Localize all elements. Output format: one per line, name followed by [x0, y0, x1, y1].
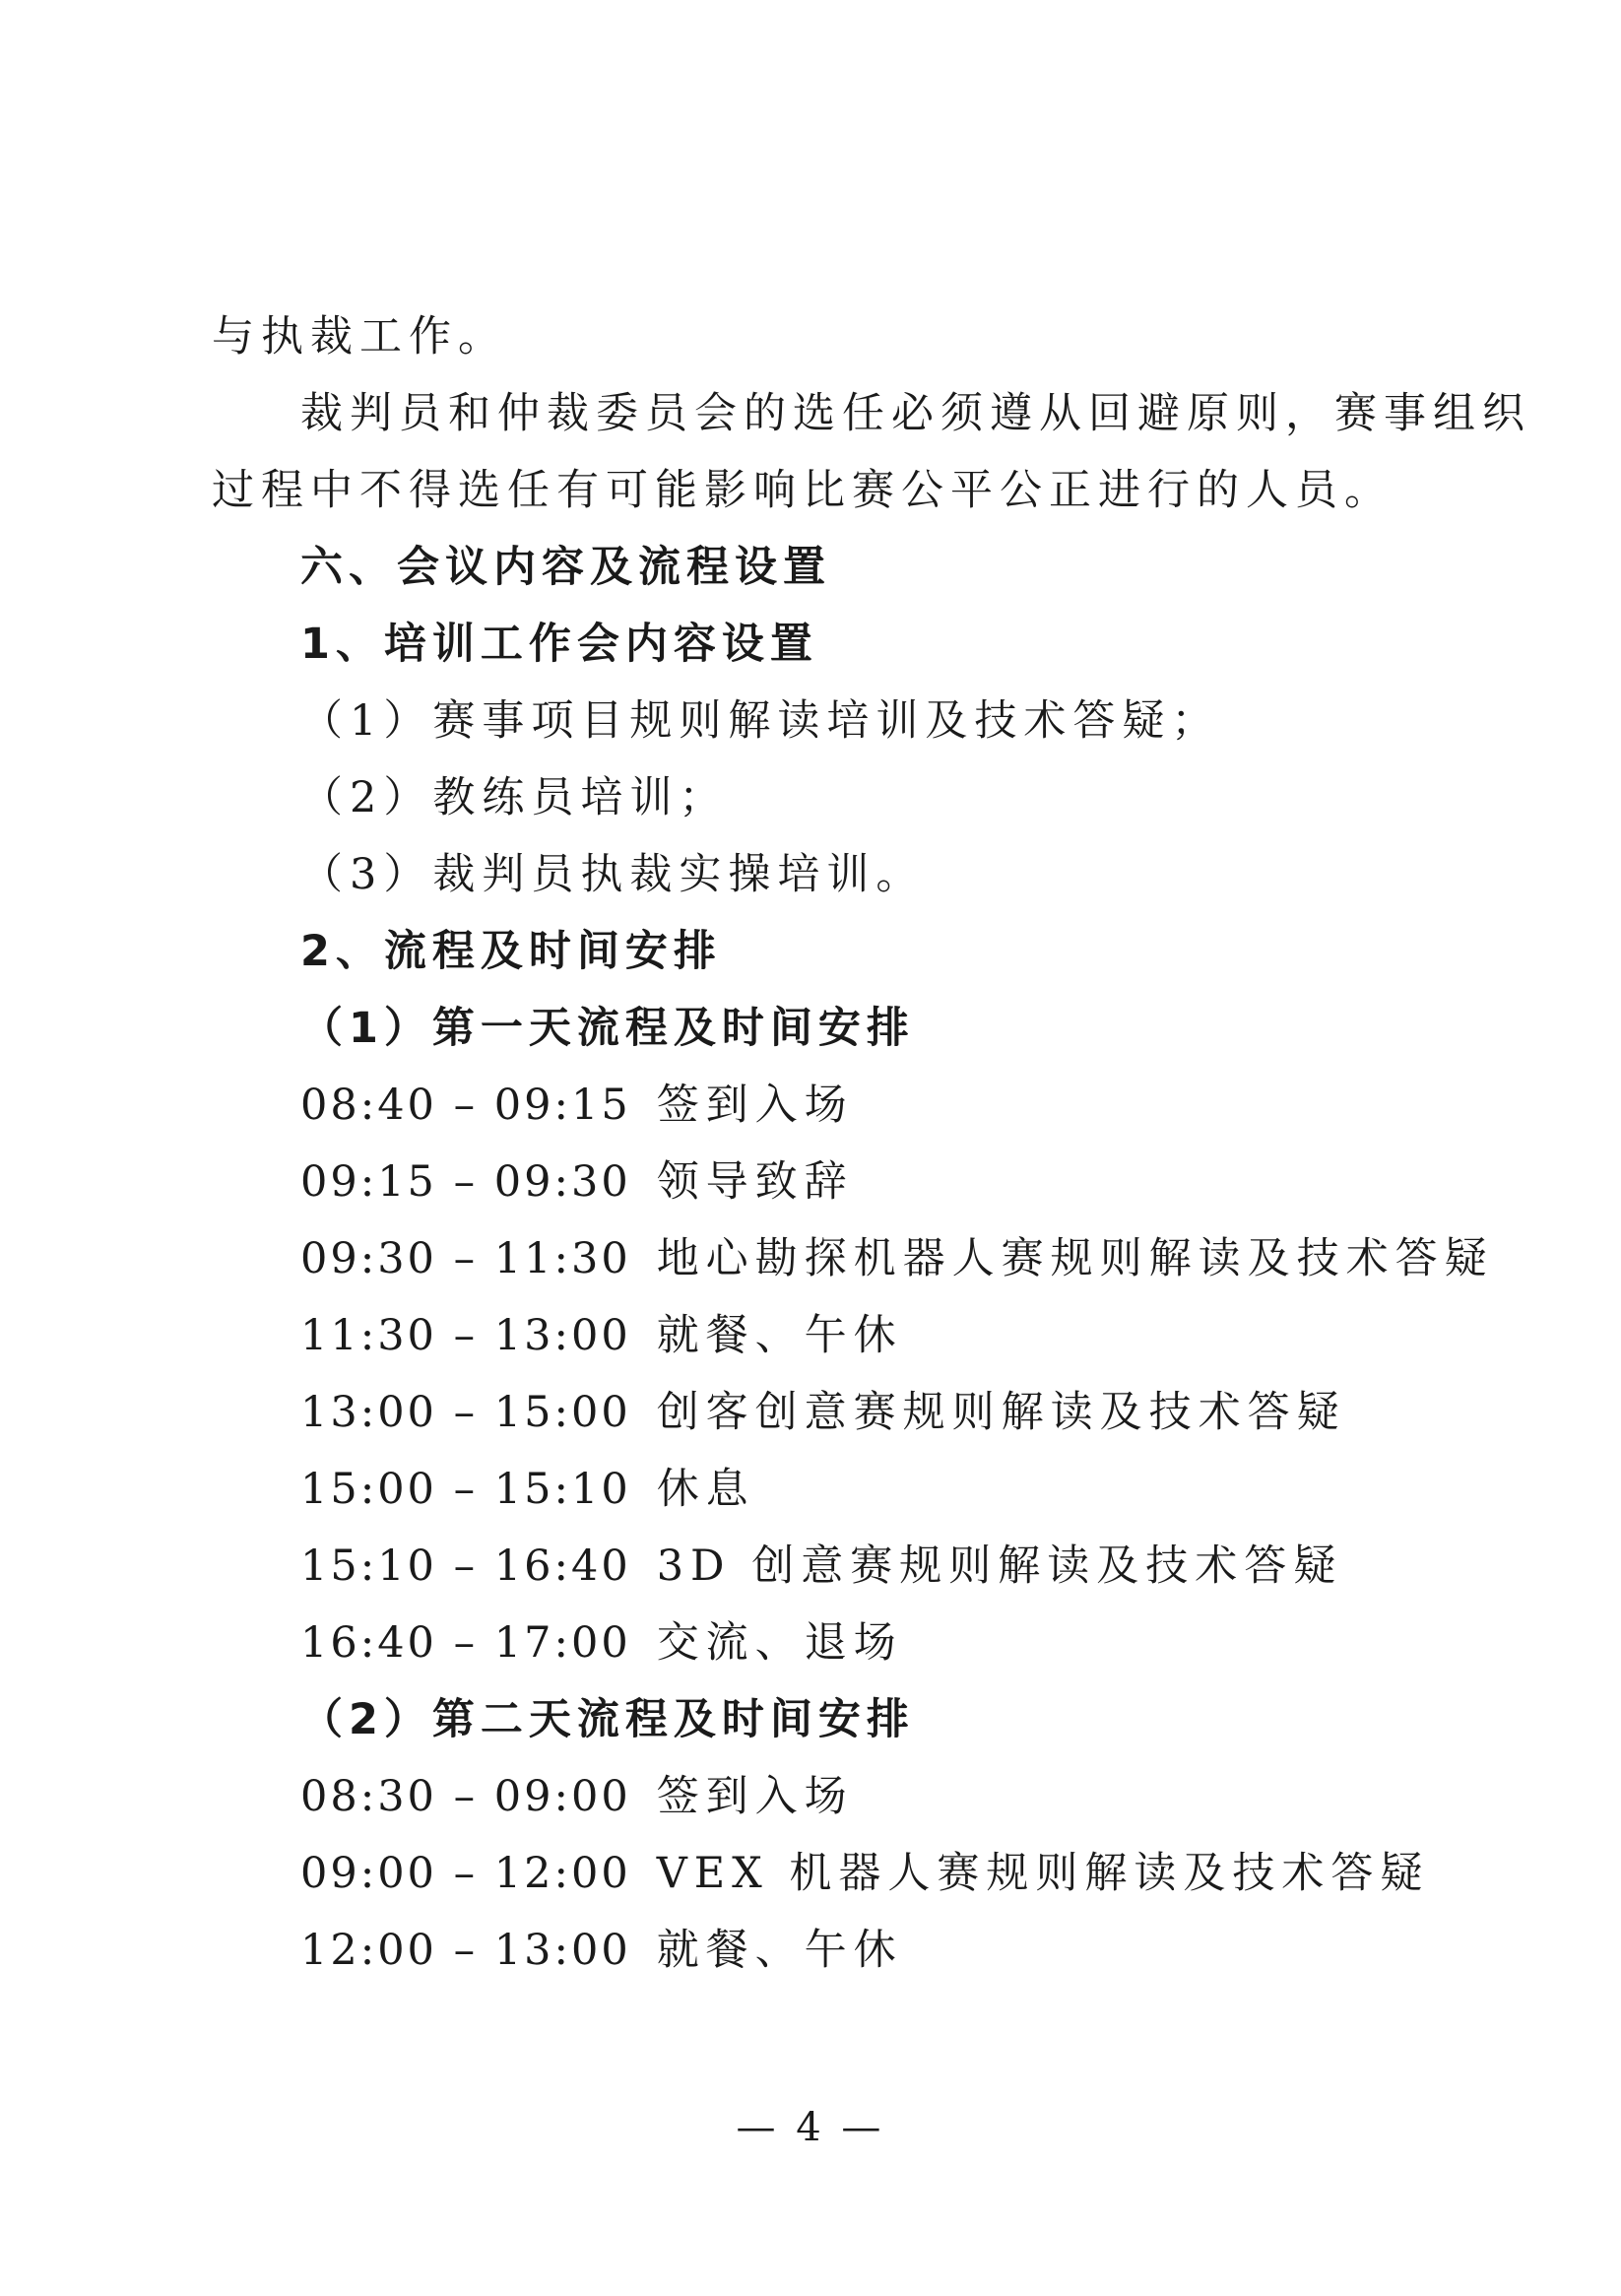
- schedule-time: 08:30 – 09:00: [300, 1772, 631, 1821]
- list-item: （1）赛事项目规则解读培训及技术答疑；: [300, 696, 1221, 746]
- schedule-activity: 创客创意赛规则解读及技术答疑: [656, 1388, 1346, 1437]
- schedule-activity: 就餐、午休: [656, 1926, 903, 1975]
- schedule-row: [300, 1229, 1494, 1288]
- paragraph-line: 裁判员和仲裁委员会的选任必须遵从回避原则，赛事组织: [300, 389, 1531, 438]
- schedule-row: [300, 1537, 1342, 1596]
- schedule-row: [300, 1921, 903, 1980]
- schedule-time: 13:00 – 15:00: [300, 1388, 631, 1437]
- section-heading: 六、会议内容及流程设置: [300, 543, 831, 592]
- schedule-activity: 就餐、午休: [656, 1311, 903, 1360]
- schedule-activity: 交流、退场: [656, 1618, 903, 1668]
- schedule-time: 09:00 – 12:00: [300, 1849, 631, 1898]
- schedule-row: [300, 1306, 903, 1365]
- day-heading: （1）第一天流程及时间安排: [300, 1004, 915, 1053]
- schedule-row: [300, 1383, 1346, 1442]
- subsection-heading: 1、培训工作会内容设置: [300, 620, 818, 669]
- schedule-activity: 签到入场: [656, 1772, 854, 1821]
- schedule-row: [300, 1844, 1429, 1903]
- list-item: （3）裁判员执裁实操培训。: [300, 850, 926, 899]
- paragraph-line: 过程中不得选任有可能影响比赛公平公正进行的人员。: [212, 466, 1394, 515]
- schedule-activity: 领导致辞: [656, 1157, 854, 1207]
- schedule-activity: 休息: [656, 1465, 755, 1514]
- schedule-activity: VEX 机器人赛规则解读及技术答疑: [656, 1849, 1430, 1898]
- schedule-time: 15:00 – 15:10: [300, 1465, 631, 1514]
- schedule-time: 09:15 – 09:30: [300, 1157, 631, 1207]
- schedule-row: [300, 1152, 854, 1212]
- schedule-time: 08:40 – 09:15: [300, 1081, 631, 1130]
- paragraph-continuation: 与执裁工作。: [212, 312, 507, 361]
- schedule-row: [300, 1767, 854, 1826]
- schedule-time: 11:30 – 13:00: [300, 1311, 631, 1360]
- day-heading: （2）第二天流程及时间安排: [300, 1695, 915, 1744]
- schedule-time: 09:30 – 11:30: [300, 1234, 631, 1283]
- schedule-time: 15:10 – 16:40: [300, 1542, 631, 1591]
- schedule-row: [300, 1613, 903, 1673]
- schedule-time: 16:40 – 17:00: [300, 1618, 631, 1668]
- schedule-activity: 签到入场: [656, 1081, 854, 1130]
- schedule-row: [300, 1076, 854, 1135]
- list-item: （2）教练员培训；: [300, 773, 729, 822]
- page-number: — 4 —: [736, 2105, 885, 2150]
- schedule-time: 12:00 – 13:00: [300, 1926, 631, 1975]
- schedule-activity: 3D 创意赛规则解读及技术答疑: [656, 1542, 1343, 1591]
- schedule-activity: 地心勘探机器人赛规则解读及技术答疑: [656, 1234, 1494, 1283]
- subsection-heading: 2、流程及时间安排: [300, 927, 722, 976]
- schedule-row: [300, 1460, 755, 1519]
